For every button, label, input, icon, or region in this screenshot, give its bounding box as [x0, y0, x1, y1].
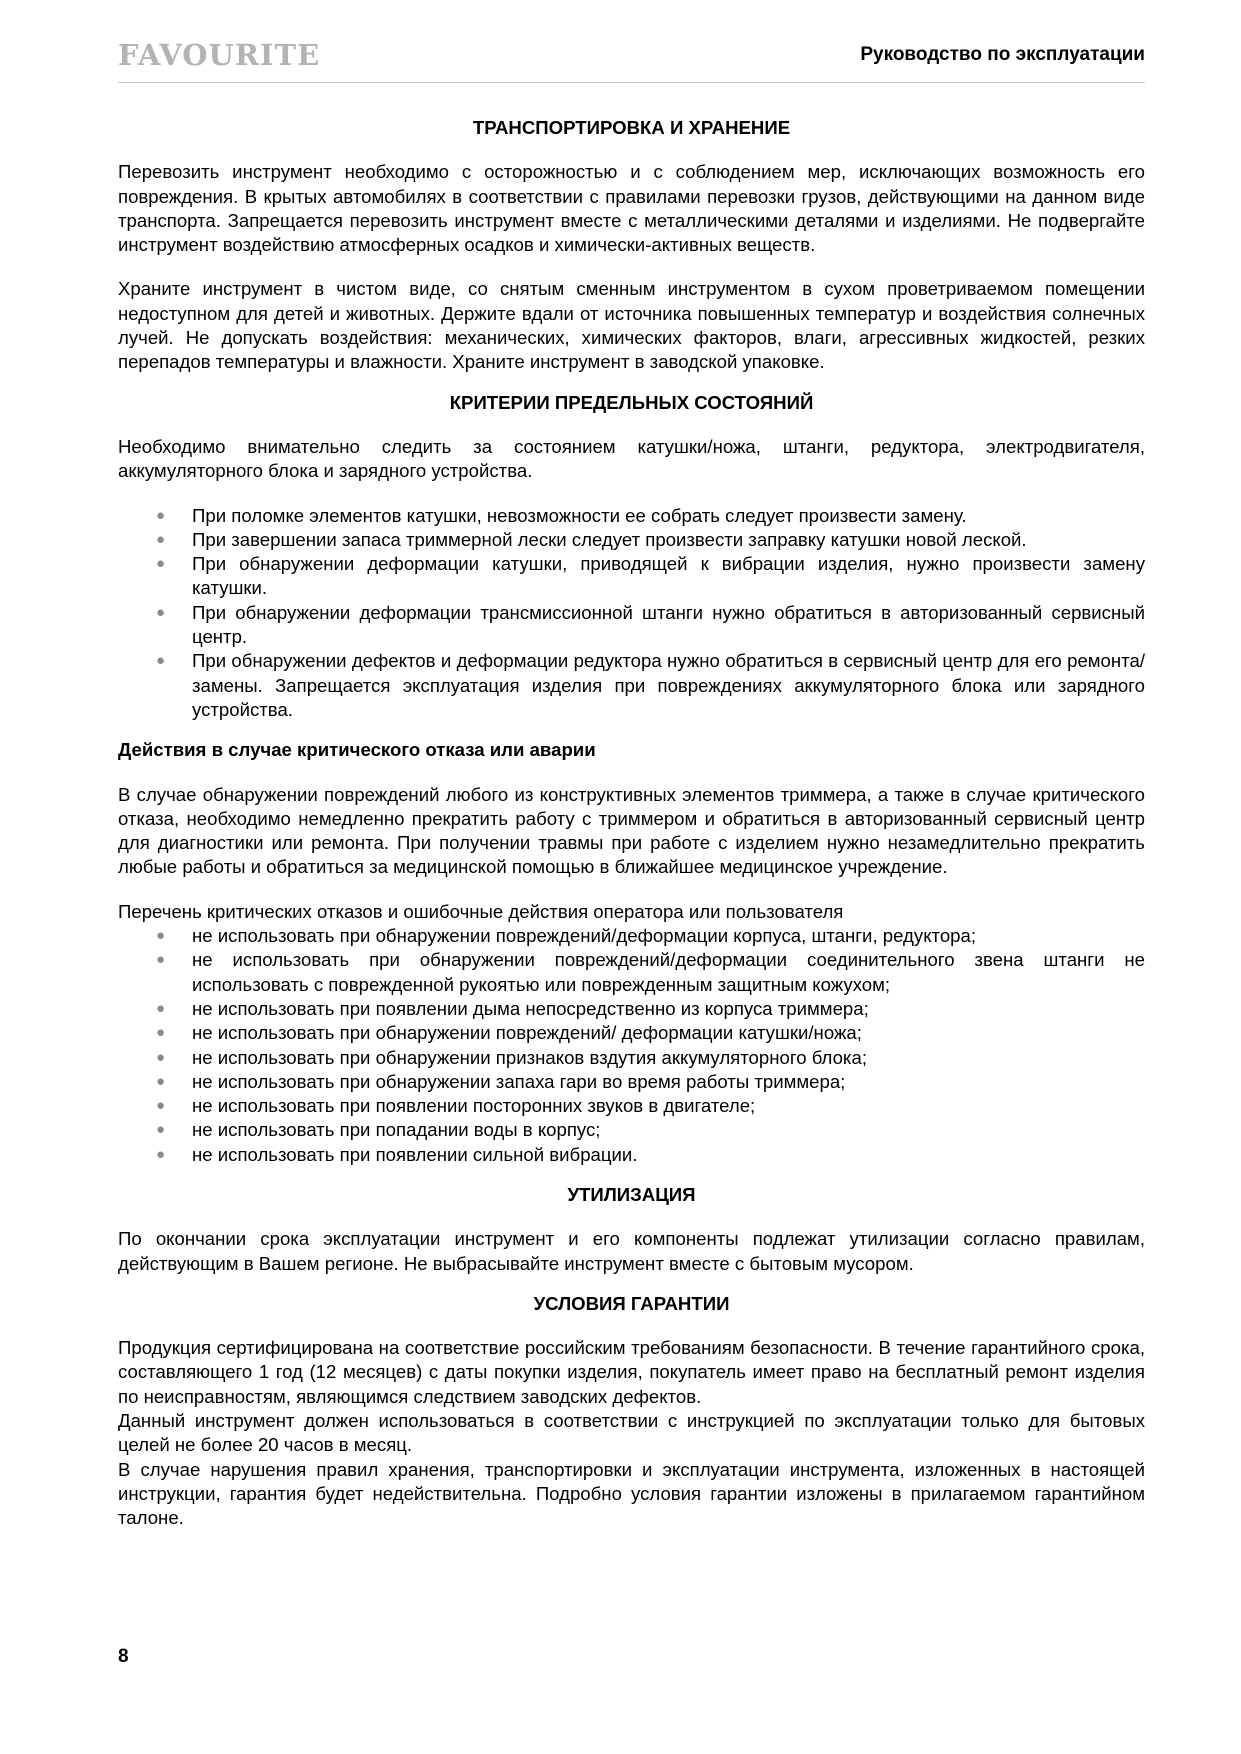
- list-item-text: При обнаружении дефектов и деформации редуктора нужно обратиться в сервисный центр для его ремонта/замены. Запрещается эксплуатация изделия при повреждениях аккумуляторного блока или зарядного устройства.: [192, 650, 1145, 720]
- list-item-text: не использовать при обнаружении повреждений/ деформации катушки/ножа;: [192, 1022, 862, 1044]
- document-title: Руководство по эксплуатации: [860, 44, 1145, 65]
- emergency-paragraph-1: В случае обнаружении повреждений любого из конструктивных элементов триммера, а также в случае критического отказа, необходимо немедленно прекратить работу с триммером и обратиться в авторизованный сервисный центр для диагностики или ремонта. При получении травмы при работе с изделием нужно незамедлительно прекратить любые работы и обратиться за медицинской помощью в ближайшее медицинское учреждение.: [118, 783, 1145, 878]
- list-item: [118, 601, 1145, 650]
- bullet-icon: ●: [156, 1121, 166, 1139]
- bullet-icon: ●: [156, 652, 166, 670]
- list-item: [118, 649, 1145, 722]
- list-item: [118, 997, 1145, 1021]
- list-item: [118, 528, 1145, 552]
- failures-list: [118, 924, 1145, 1167]
- list-item: [118, 1094, 1145, 1118]
- list-item-text: При обнаружении деформации трансмиссионной штанги нужно обратиться в авторизованный сервисный центр.: [192, 601, 1145, 648]
- criteria-list: [118, 504, 1145, 723]
- list-item-text: не использовать при обнаружении повреждений/деформации соединительного звена штанги не использовать с поврежденной рукоятью или поврежденным защитным кожухом;: [192, 949, 1145, 995]
- section-title-transport: ТРАНСПОРТИРОВКА И ХРАНЕНИЕ: [472, 117, 791, 138]
- list-item: [118, 1143, 1145, 1167]
- section-title-warranty: УСЛОВИЯ ГАРАНТИИ: [533, 1292, 730, 1314]
- list-item: [118, 1021, 1145, 1045]
- emergency-list-intro: Перечень критических отказов и ошибочные действия оператора или пользователя: [118, 900, 844, 922]
- bullet-icon: ●: [156, 927, 166, 945]
- list-item-text: не использовать при обнаружении запаха гари во время работы триммера;: [192, 1070, 846, 1092]
- warranty-paragraph-3: В случае нарушения правил хранения, транспортировки и эксплуатации инструмента, изложенных в настоящей инструкции, гарантия будет недействительна. Подробно условия гарантии изложены в прилагаемом гарантийном талоне.: [118, 1458, 1145, 1529]
- list-item: [118, 1118, 1145, 1142]
- disposal-paragraph-1: По окончании срока эксплуатации инструмент и его компоненты подлежат утилизации согласно правилам, действующим в Вашем регионе. Не выбрасывайте инструмент вместе с бытовым мусором.: [118, 1228, 1145, 1274]
- list-item-text: не использовать при обнаружении признаков вздутия аккумуляторного блока;: [192, 1046, 867, 1068]
- bullet-icon: ●: [156, 1097, 166, 1115]
- warranty-paragraph-2: Данный инструмент должен использоваться в соответствии с инструкцией по эксплуатации только для бытовых целей не более 20 часов в месяц.: [118, 1410, 1145, 1456]
- page-number: 8: [118, 1646, 129, 1667]
- page-content: [118, 116, 1145, 1531]
- list-item-text: не использовать при обнаружении повреждений/деформации корпуса, штанги, редуктора;: [192, 925, 977, 947]
- section-title-emergency: Действия в случае критического отказа или аварии: [118, 739, 596, 761]
- bullet-icon: ●: [156, 1048, 166, 1066]
- list-item: [118, 948, 1145, 997]
- list-item-text: При поломке элементов катушки, невозможности ее собрать следует произвести замену.: [192, 504, 967, 526]
- brand-logo: FAVOURITE: [118, 38, 321, 72]
- section-title-disposal: УТИЛИЗАЦИЯ: [567, 1183, 696, 1205]
- bullet-icon: ●: [156, 1072, 166, 1090]
- list-item-text: При обнаружении деформации катушки, приводящей к вибрации изделия, нужно произвести замену катушки.: [192, 553, 1145, 599]
- list-item-text: При завершении запаса триммерной лески следует произвести заправку катушки новой леской.: [192, 528, 1027, 550]
- list-item: [118, 552, 1145, 601]
- bullet-icon: ●: [156, 951, 166, 969]
- bullet-icon: ●: [156, 506, 166, 524]
- list-item-text: не использовать при появлении посторонних звуков в двигателе;: [192, 1095, 756, 1117]
- list-item: [118, 1070, 1145, 1094]
- bullet-icon: ●: [156, 530, 166, 548]
- list-item-text: не использовать при появлении сильной вибрации.: [192, 1143, 638, 1165]
- bullet-icon: ●: [156, 555, 166, 573]
- list-item-text: не использовать при появлении дыма непосредственно из корпуса триммера;: [192, 997, 869, 1019]
- list-item: [118, 924, 1145, 948]
- list-item-text: не использовать при попадании воды в корпус;: [192, 1119, 601, 1141]
- page-header: [118, 38, 1145, 83]
- bullet-icon: ●: [156, 1145, 166, 1163]
- list-item: [118, 1046, 1145, 1070]
- transport-paragraph-2: Храните инструмент в чистом виде, со снятым сменным инструментом в сухом проветриваемом помещении недоступном для детей и животных. Держите вдали от источника повышенных температур и воздействия солнечных лучей. Не допускать воздействия: механических, химических факторов, влаги, агрессивных жидкостей, резких перепадов температуры и влажности. Храните инструмент в заводской упаковке.: [118, 278, 1145, 373]
- warranty-paragraph-1: Продукция сертифицирована на соответствие российским требованиям безопасности. В течение гарантийного срока, составляющего 1 год (12 месяцев) с даты покупки изделия, покупатель имеет право на бесплатный ремонт изделия по неисправностям, являющимся следствием заводских дефектов.: [118, 1337, 1145, 1407]
- bullet-icon: ●: [156, 603, 166, 621]
- bullet-icon: ●: [156, 999, 166, 1017]
- transport-paragraph-1: Перевозить инструмент необходимо с осторожностью и с соблюдением мер, исключающих возможность его повреждения. В крытых автомобилях в соответствии с правилами перевозки грузов, действующими на данном виде транспорта. Запрещается перевозить инструмент вместе с металлическими деталями и изделиями. Не подвергайте инструмент воздействию атмосферных осадков и химически-активных веществ.: [118, 161, 1145, 256]
- bullet-icon: ●: [156, 1024, 166, 1042]
- section-title-criteria: КРИТЕРИИ ПРЕДЕЛЬНЫХ СОСТОЯНИЙ: [449, 391, 814, 413]
- criteria-intro: Необходимо внимательно следить за состоянием катушки/ножа, штанги, редуктора, электродвигателя, аккумуляторного блока и зарядного устройства.: [118, 435, 1145, 482]
- list-item: [118, 504, 1145, 528]
